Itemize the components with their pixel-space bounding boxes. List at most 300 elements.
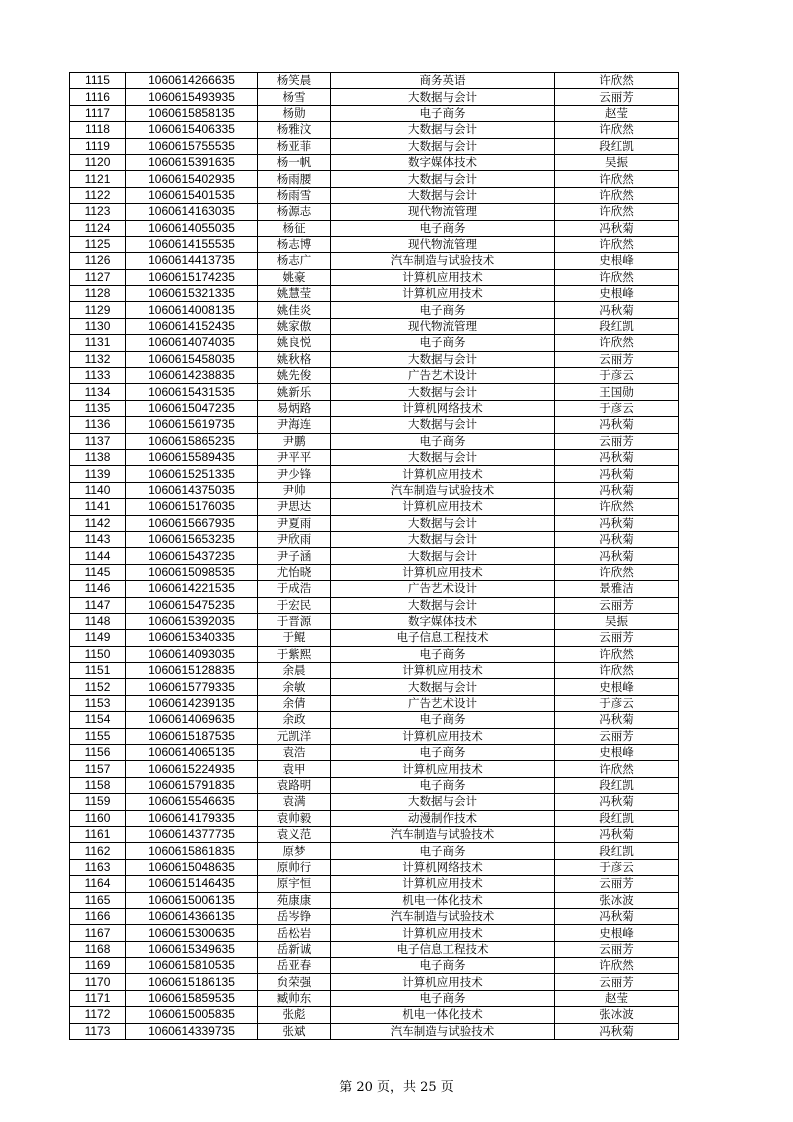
table-row — [70, 286, 679, 302]
major-cell: 汽车制造与试验技术 — [331, 908, 555, 924]
teacher-cell: 许欣然 — [555, 204, 679, 220]
major-cell: 电子商务 — [331, 990, 555, 1006]
table-row — [70, 859, 679, 875]
teacher-cell: 赵莹 — [555, 105, 679, 121]
student-name-cell: 于紫熙 — [258, 646, 331, 662]
teacher-cell: 吴振 — [555, 154, 679, 170]
student-name-cell: 尹子涵 — [258, 548, 331, 564]
row-number-cell: 1140 — [70, 482, 126, 498]
student-name-cell: 杨雅汶 — [258, 122, 331, 138]
row-number-cell: 1138 — [70, 449, 126, 465]
teacher-cell: 冯秋菊 — [555, 302, 679, 318]
row-number-cell: 1127 — [70, 269, 126, 285]
major-cell: 计算机网络技术 — [331, 859, 555, 875]
major-cell: 电子商务 — [331, 843, 555, 859]
exam-id-cell: 1060614155535 — [126, 236, 258, 252]
student-name-cell: 姚秋格 — [258, 351, 331, 367]
teacher-cell: 许欣然 — [555, 269, 679, 285]
major-cell: 电子商务 — [331, 712, 555, 728]
teacher-cell: 冯秋菊 — [555, 466, 679, 482]
row-number-cell: 1141 — [70, 499, 126, 515]
exam-id-cell: 1060614074035 — [126, 335, 258, 351]
teacher-cell: 许欣然 — [555, 335, 679, 351]
teacher-cell: 王国勋 — [555, 384, 679, 400]
teacher-cell: 许欣然 — [555, 187, 679, 203]
student-name-cell: 元凯洋 — [258, 728, 331, 744]
exam-id-cell: 1060615402935 — [126, 171, 258, 187]
teacher-cell: 于彦云 — [555, 368, 679, 384]
exam-id-cell: 1060615098535 — [126, 564, 258, 580]
teacher-cell: 史根峰 — [555, 286, 679, 302]
teacher-cell: 云丽芳 — [555, 941, 679, 957]
exam-id-cell: 1060614179335 — [126, 810, 258, 826]
row-number-cell: 1124 — [70, 220, 126, 236]
major-cell: 计算机应用技术 — [331, 499, 555, 515]
exam-id-cell: 1060615589435 — [126, 449, 258, 465]
major-cell: 汽车制造与试验技术 — [331, 253, 555, 269]
teacher-cell: 史根峰 — [555, 745, 679, 761]
table-row — [70, 417, 679, 433]
teacher-cell: 许欣然 — [555, 958, 679, 974]
student-name-cell: 杨雨雪 — [258, 187, 331, 203]
teacher-cell: 冯秋菊 — [555, 417, 679, 433]
row-number-cell: 1159 — [70, 794, 126, 810]
exam-id-cell: 1060615224935 — [126, 761, 258, 777]
teacher-cell: 冯秋菊 — [555, 1023, 679, 1039]
row-number-cell: 1151 — [70, 663, 126, 679]
exam-id-cell: 1060614221535 — [126, 581, 258, 597]
table-row — [70, 892, 679, 908]
major-cell: 广告艺术设计 — [331, 695, 555, 711]
teacher-cell: 许欣然 — [555, 122, 679, 138]
row-number-cell: 1164 — [70, 876, 126, 892]
major-cell: 现代物流管理 — [331, 318, 555, 334]
row-number-cell: 1150 — [70, 646, 126, 662]
teacher-cell: 云丽芳 — [555, 974, 679, 990]
row-number-cell: 1126 — [70, 253, 126, 269]
table-row — [70, 564, 679, 580]
table-row — [70, 990, 679, 1006]
student-name-cell: 杨一帆 — [258, 154, 331, 170]
row-number-cell: 1161 — [70, 826, 126, 842]
table-row — [70, 204, 679, 220]
table-row — [70, 89, 679, 105]
teacher-cell: 史根峰 — [555, 679, 679, 695]
major-cell: 大数据与会计 — [331, 171, 555, 187]
exam-id-cell: 1060615048635 — [126, 859, 258, 875]
major-cell: 计算机应用技术 — [331, 974, 555, 990]
exam-id-cell: 1060614339735 — [126, 1023, 258, 1039]
teacher-cell: 史根峰 — [555, 253, 679, 269]
student-name-cell: 于晋源 — [258, 613, 331, 629]
exam-id-cell: 1060615619735 — [126, 417, 258, 433]
major-cell: 大数据与会计 — [331, 531, 555, 547]
teacher-cell: 许欣然 — [555, 499, 679, 515]
student-name-cell: 袁路明 — [258, 777, 331, 793]
teacher-cell: 赵莹 — [555, 990, 679, 1006]
exam-id-cell: 1060615146435 — [126, 876, 258, 892]
student-roster-table — [69, 72, 679, 1040]
major-cell: 大数据与会计 — [331, 187, 555, 203]
table-row — [70, 908, 679, 924]
exam-id-cell: 1060614152435 — [126, 318, 258, 334]
table-row — [70, 531, 679, 547]
student-name-cell: 于宏民 — [258, 597, 331, 613]
exam-id-cell: 1060615755535 — [126, 138, 258, 154]
table-row — [70, 745, 679, 761]
exam-id-cell: 1060615321335 — [126, 286, 258, 302]
table-row — [70, 597, 679, 613]
table-row — [70, 105, 679, 121]
student-name-cell: 苑康康 — [258, 892, 331, 908]
major-cell: 计算机网络技术 — [331, 400, 555, 416]
major-cell: 广告艺术设计 — [331, 581, 555, 597]
table-row — [70, 679, 679, 695]
table-row — [70, 187, 679, 203]
table-row — [70, 515, 679, 531]
teacher-cell: 云丽芳 — [555, 433, 679, 449]
exam-id-cell: 1060615174235 — [126, 269, 258, 285]
major-cell: 大数据与会计 — [331, 597, 555, 613]
page-number-footer: 第 20 页，共 25 页 — [339, 1080, 454, 1095]
exam-id-cell: 1060615340335 — [126, 630, 258, 646]
teacher-cell: 冯秋菊 — [555, 548, 679, 564]
exam-id-cell: 1060615865235 — [126, 433, 258, 449]
teacher-cell: 冯秋菊 — [555, 531, 679, 547]
major-cell: 大数据与会计 — [331, 89, 555, 105]
exam-id-cell: 1060615475235 — [126, 597, 258, 613]
exam-id-cell: 1060615006135 — [126, 892, 258, 908]
row-number-cell: 1120 — [70, 154, 126, 170]
row-number-cell: 1171 — [70, 990, 126, 1006]
major-cell: 数字媒体技术 — [331, 613, 555, 629]
teacher-cell: 许欣然 — [555, 564, 679, 580]
table-row — [70, 253, 679, 269]
table-row — [70, 925, 679, 941]
table-row — [70, 958, 679, 974]
major-cell: 电子信息工程技术 — [331, 630, 555, 646]
exam-id-cell: 1060615493935 — [126, 89, 258, 105]
student-name-cell: 余晨 — [258, 663, 331, 679]
student-name-cell: 余敏 — [258, 679, 331, 695]
teacher-cell: 云丽芳 — [555, 89, 679, 105]
teacher-cell: 许欣然 — [555, 73, 679, 89]
table-row — [70, 482, 679, 498]
table-row — [70, 581, 679, 597]
student-name-cell: 袁帅毅 — [258, 810, 331, 826]
exam-id-cell: 1060614008135 — [126, 302, 258, 318]
exam-id-cell: 1060615391635 — [126, 154, 258, 170]
table-row — [70, 843, 679, 859]
student-name-cell: 尹思达 — [258, 499, 331, 515]
table-row — [70, 695, 679, 711]
table-row — [70, 728, 679, 744]
teacher-cell: 冯秋菊 — [555, 449, 679, 465]
table-row — [70, 1007, 679, 1023]
student-name-cell: 原帅行 — [258, 859, 331, 875]
teacher-cell: 云丽芳 — [555, 351, 679, 367]
row-number-cell: 1156 — [70, 745, 126, 761]
major-cell: 计算机应用技术 — [331, 663, 555, 679]
row-number-cell: 1117 — [70, 105, 126, 121]
row-number-cell: 1144 — [70, 548, 126, 564]
row-number-cell: 1160 — [70, 810, 126, 826]
teacher-cell: 段红凯 — [555, 810, 679, 826]
exam-id-cell: 1060615653235 — [126, 531, 258, 547]
exam-id-cell: 1060614377735 — [126, 826, 258, 842]
exam-id-cell: 1060615005835 — [126, 1007, 258, 1023]
student-name-cell: 原宇恒 — [258, 876, 331, 892]
major-cell: 机电一体化技术 — [331, 892, 555, 908]
table-row — [70, 236, 679, 252]
exam-id-cell: 1060615779335 — [126, 679, 258, 695]
student-name-cell: 尹海连 — [258, 417, 331, 433]
major-cell: 计算机应用技术 — [331, 876, 555, 892]
exam-id-cell: 1060614239135 — [126, 695, 258, 711]
major-cell: 商务英语 — [331, 73, 555, 89]
teacher-cell: 冯秋菊 — [555, 482, 679, 498]
major-cell: 电子信息工程技术 — [331, 941, 555, 957]
row-number-cell: 1149 — [70, 630, 126, 646]
teacher-cell: 冯秋菊 — [555, 826, 679, 842]
exam-id-cell: 1060614266635 — [126, 73, 258, 89]
table-row — [70, 777, 679, 793]
student-name-cell: 袁甲 — [258, 761, 331, 777]
row-number-cell: 1142 — [70, 515, 126, 531]
row-number-cell: 1145 — [70, 564, 126, 580]
table-row — [70, 663, 679, 679]
exam-id-cell: 1060615392035 — [126, 613, 258, 629]
student-name-cell: 于成浩 — [258, 581, 331, 597]
major-cell: 现代物流管理 — [331, 236, 555, 252]
teacher-cell: 许欣然 — [555, 761, 679, 777]
teacher-cell: 许欣然 — [555, 236, 679, 252]
student-name-cell: 岳岑铮 — [258, 908, 331, 924]
major-cell: 计算机应用技术 — [331, 925, 555, 941]
row-number-cell: 1118 — [70, 122, 126, 138]
exam-id-cell: 1060614238835 — [126, 368, 258, 384]
row-number-cell: 1158 — [70, 777, 126, 793]
table-row — [70, 449, 679, 465]
student-name-cell: 张彪 — [258, 1007, 331, 1023]
major-cell: 电子商务 — [331, 745, 555, 761]
teacher-cell: 张冰波 — [555, 1007, 679, 1023]
table-row — [70, 368, 679, 384]
major-cell: 大数据与会计 — [331, 351, 555, 367]
table-row — [70, 630, 679, 646]
student-name-cell: 姚良悦 — [258, 335, 331, 351]
teacher-cell: 云丽芳 — [555, 728, 679, 744]
teacher-cell: 冯秋菊 — [555, 794, 679, 810]
student-name-cell: 尹平平 — [258, 449, 331, 465]
table-row — [70, 122, 679, 138]
major-cell: 汽车制造与试验技术 — [331, 482, 555, 498]
table-row — [70, 269, 679, 285]
major-cell: 电子商务 — [331, 105, 555, 121]
row-number-cell: 1122 — [70, 187, 126, 203]
student-name-cell: 尹帅 — [258, 482, 331, 498]
table-row — [70, 613, 679, 629]
row-number-cell: 1125 — [70, 236, 126, 252]
exam-id-cell: 1060615431535 — [126, 384, 258, 400]
teacher-cell: 于彦云 — [555, 859, 679, 875]
row-number-cell: 1143 — [70, 531, 126, 547]
table-row — [70, 433, 679, 449]
student-name-cell: 余政 — [258, 712, 331, 728]
exam-id-cell: 1060615187535 — [126, 728, 258, 744]
row-number-cell: 1128 — [70, 286, 126, 302]
teacher-cell: 许欣然 — [555, 663, 679, 679]
student-name-cell: 杨志广 — [258, 253, 331, 269]
major-cell: 大数据与会计 — [331, 679, 555, 695]
table-row — [70, 646, 679, 662]
table-row — [70, 351, 679, 367]
table-row — [70, 876, 679, 892]
teacher-cell: 段红凯 — [555, 777, 679, 793]
major-cell: 大数据与会计 — [331, 515, 555, 531]
student-name-cell: 余倩 — [258, 695, 331, 711]
row-number-cell: 1136 — [70, 417, 126, 433]
teacher-cell: 于彦云 — [555, 695, 679, 711]
student-name-cell: 袁满 — [258, 794, 331, 810]
row-number-cell: 1165 — [70, 892, 126, 908]
exam-id-cell: 1060615546635 — [126, 794, 258, 810]
row-number-cell: 1163 — [70, 859, 126, 875]
teacher-cell: 许欣然 — [555, 171, 679, 187]
row-number-cell: 1167 — [70, 925, 126, 941]
row-number-cell: 1137 — [70, 433, 126, 449]
major-cell: 数字媒体技术 — [331, 154, 555, 170]
student-name-cell: 尹欣雨 — [258, 531, 331, 547]
student-name-cell: 杨雨腰 — [258, 171, 331, 187]
row-number-cell: 1153 — [70, 695, 126, 711]
student-name-cell: 杨笑晨 — [258, 73, 331, 89]
exam-id-cell: 1060614375035 — [126, 482, 258, 498]
table-row — [70, 73, 679, 89]
exam-id-cell: 1060615861835 — [126, 843, 258, 859]
row-number-cell: 1148 — [70, 613, 126, 629]
major-cell: 大数据与会计 — [331, 794, 555, 810]
teacher-cell: 冯秋菊 — [555, 712, 679, 728]
major-cell: 汽车制造与试验技术 — [331, 1023, 555, 1039]
student-name-cell: 姚新乐 — [258, 384, 331, 400]
teacher-cell: 吴振 — [555, 613, 679, 629]
row-number-cell: 1170 — [70, 974, 126, 990]
table-row — [70, 154, 679, 170]
table-row — [70, 302, 679, 318]
major-cell: 电子商务 — [331, 220, 555, 236]
student-name-cell: 姚家傲 — [258, 318, 331, 334]
student-name-cell: 尹鹏 — [258, 433, 331, 449]
exam-id-cell: 1060614093035 — [126, 646, 258, 662]
exam-id-cell: 1060614163035 — [126, 204, 258, 220]
teacher-cell: 云丽芳 — [555, 597, 679, 613]
exam-id-cell: 1060615667935 — [126, 515, 258, 531]
exam-id-cell: 1060615810535 — [126, 958, 258, 974]
major-cell: 机电一体化技术 — [331, 1007, 555, 1023]
row-number-cell: 1130 — [70, 318, 126, 334]
student-name-cell: 贠荣强 — [258, 974, 331, 990]
table-body — [70, 73, 679, 1040]
major-cell: 计算机应用技术 — [331, 269, 555, 285]
student-name-cell: 袁浩 — [258, 745, 331, 761]
student-name-cell: 尹夏雨 — [258, 515, 331, 531]
table-row — [70, 826, 679, 842]
exam-id-cell: 1060614366135 — [126, 908, 258, 924]
student-name-cell: 杨勋 — [258, 105, 331, 121]
row-number-cell: 1123 — [70, 204, 126, 220]
student-name-cell: 杨志博 — [258, 236, 331, 252]
student-name-cell: 岳松岩 — [258, 925, 331, 941]
student-name-cell: 岳新诚 — [258, 941, 331, 957]
table-row — [70, 220, 679, 236]
row-number-cell: 1135 — [70, 400, 126, 416]
major-cell: 电子商务 — [331, 958, 555, 974]
major-cell: 广告艺术设计 — [331, 368, 555, 384]
major-cell: 大数据与会计 — [331, 138, 555, 154]
major-cell: 计算机应用技术 — [331, 286, 555, 302]
student-name-cell: 臧帅东 — [258, 990, 331, 1006]
student-name-cell: 原梦 — [258, 843, 331, 859]
major-cell: 汽车制造与试验技术 — [331, 826, 555, 842]
exam-id-cell: 1060615858135 — [126, 105, 258, 121]
table-row — [70, 499, 679, 515]
table-row — [70, 138, 679, 154]
student-name-cell: 于鲲 — [258, 630, 331, 646]
major-cell: 大数据与会计 — [331, 417, 555, 433]
row-number-cell: 1173 — [70, 1023, 126, 1039]
exam-id-cell: 1060614055035 — [126, 220, 258, 236]
major-cell: 动漫制作技术 — [331, 810, 555, 826]
teacher-cell: 云丽芳 — [555, 630, 679, 646]
row-number-cell: 1169 — [70, 958, 126, 974]
student-name-cell: 姚先俊 — [258, 368, 331, 384]
student-name-cell: 姚慧莹 — [258, 286, 331, 302]
table-row — [70, 171, 679, 187]
teacher-cell: 史根峰 — [555, 925, 679, 941]
row-number-cell: 1133 — [70, 368, 126, 384]
major-cell: 电子商务 — [331, 433, 555, 449]
student-name-cell: 杨征 — [258, 220, 331, 236]
exam-id-cell: 1060614065135 — [126, 745, 258, 761]
major-cell: 计算机应用技术 — [331, 564, 555, 580]
row-number-cell: 1162 — [70, 843, 126, 859]
major-cell: 计算机应用技术 — [331, 728, 555, 744]
exam-id-cell: 1060614069635 — [126, 712, 258, 728]
teacher-cell: 冯秋菊 — [555, 515, 679, 531]
exam-id-cell: 1060615859535 — [126, 990, 258, 1006]
exam-id-cell: 1060615406335 — [126, 122, 258, 138]
table-row — [70, 941, 679, 957]
row-number-cell: 1147 — [70, 597, 126, 613]
exam-id-cell: 1060615458035 — [126, 351, 258, 367]
table-row — [70, 548, 679, 564]
exam-id-cell: 1060614413735 — [126, 253, 258, 269]
major-cell: 计算机应用技术 — [331, 761, 555, 777]
row-number-cell: 1134 — [70, 384, 126, 400]
student-name-cell: 尹少锋 — [258, 466, 331, 482]
row-number-cell: 1146 — [70, 581, 126, 597]
row-number-cell: 1152 — [70, 679, 126, 695]
row-number-cell: 1168 — [70, 941, 126, 957]
student-name-cell: 杨亚菲 — [258, 138, 331, 154]
teacher-cell: 段红凯 — [555, 318, 679, 334]
exam-id-cell: 1060615437235 — [126, 548, 258, 564]
teacher-cell: 张冰波 — [555, 892, 679, 908]
teacher-cell: 段红凯 — [555, 138, 679, 154]
student-name-cell: 易炳路 — [258, 400, 331, 416]
table-row — [70, 335, 679, 351]
